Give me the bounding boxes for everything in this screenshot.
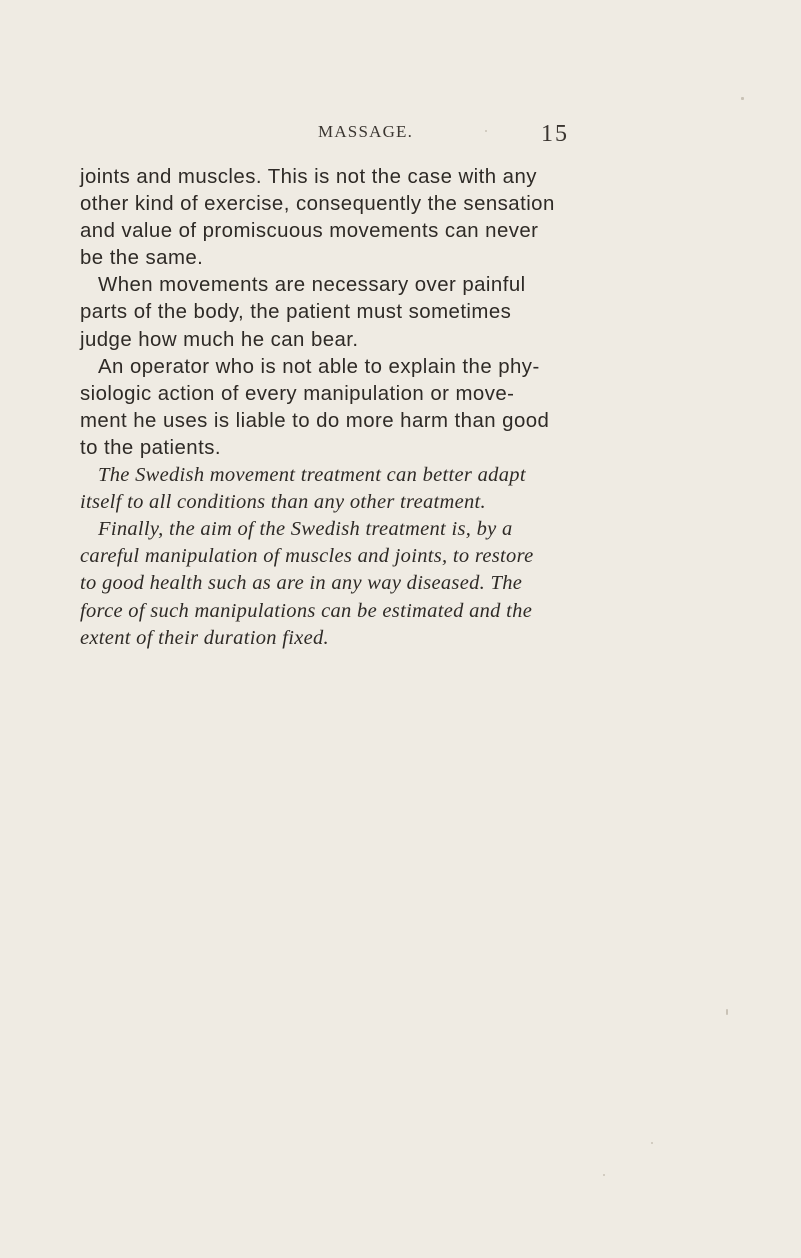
paper-speck	[651, 1142, 653, 1144]
italic-text-line: careful manipulation of muscles and joints, to restore	[80, 545, 534, 568]
text-line: other kind of exercise, consequently the sensation	[80, 193, 555, 216]
text-line: judge how much he can bear.	[80, 328, 359, 351]
running-head: MASSAGE.	[318, 122, 414, 141]
italic-text-line: itself to all conditions than any other treatment.	[80, 491, 486, 514]
italic-text-line: force of such manipulations can be estimated and the	[80, 599, 533, 622]
text-line: siologic action of every manipulation or move-	[80, 382, 515, 405]
paper-speck	[741, 97, 744, 100]
paper-speck	[726, 1009, 728, 1015]
text-line: parts of the body, the patient must sometimes	[80, 301, 512, 324]
text-line: joints and muscles. This is not the case with any	[80, 166, 537, 188]
paper-speck	[603, 1174, 605, 1176]
italic-text-line: The Swedish movement treatment can better adapt	[98, 464, 526, 487]
text-line: ment he uses is liable to do more harm than good	[80, 409, 550, 432]
text-line: be the same.	[80, 247, 204, 270]
text-line: When movements are necessary over painful	[98, 274, 526, 297]
text-line: An operator who is not able to explain the phy-	[98, 355, 540, 378]
italic-text-line: to good health such as are in any way diseased. The	[80, 572, 523, 595]
italic-text-line: extent of their duration fixed.	[80, 626, 329, 649]
page-number: 15	[541, 121, 569, 147]
paper-speck	[485, 130, 487, 132]
text-line: to the patients.	[80, 436, 221, 459]
body-text	[80, 164, 640, 652]
italic-text-line: Finally, the aim of the Swedish treatment is, by a	[98, 518, 513, 541]
text-line: and value of promiscuous movements can never	[80, 220, 539, 243]
